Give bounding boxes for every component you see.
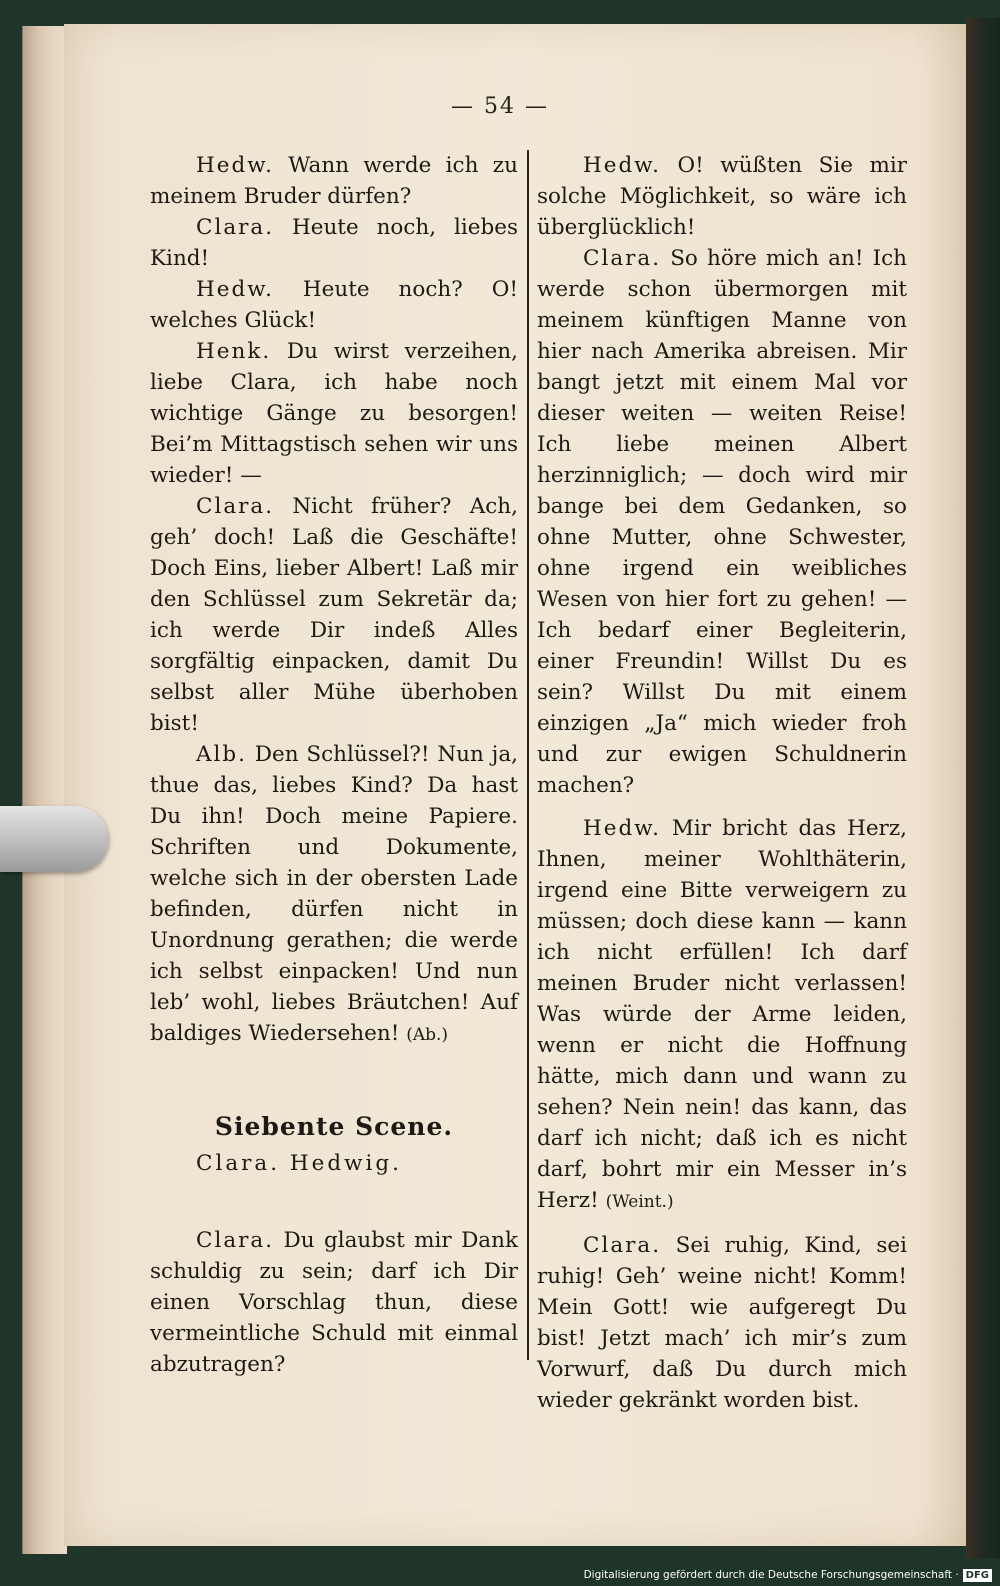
- speaker-name: Hedw.: [196, 153, 274, 178]
- stage-direction: (Weint.): [605, 1192, 674, 1212]
- page-edge-shadow: [966, 18, 1000, 1558]
- dialogue-paragraph: [150, 1225, 518, 1380]
- scene-heading: Siebente Scene.: [214, 1112, 454, 1141]
- dialogue-paragraph: [537, 1230, 907, 1416]
- dialogue-paragraph: [537, 813, 907, 1218]
- speaker-name: Clara.: [196, 1228, 275, 1253]
- dialogue-paragraph: [150, 739, 518, 1051]
- speaker-name: Hedw.: [583, 153, 661, 178]
- dialogue-text: Den Schlüssel?! Nun ja, thue das, liebes Kind? Da hast Du ihn! Doch meine Papiere. Schriften und Dokumente, welche sich in der obersten Lade befinden, dürfen nicht in Unordnung gerathen; die werde ich selbst einpacken! Und nun leb’ wohl, liebes Bräutchen! Auf baldiges Wiedersehen!: [150, 742, 518, 1046]
- dialogue-paragraph: [150, 336, 518, 491]
- right-text-column: [537, 150, 907, 1416]
- digitization-credit: [584, 1567, 992, 1583]
- scene-characters: Clara. Hedwig.: [196, 1151, 403, 1176]
- speaker-name: Alb.: [196, 742, 247, 767]
- dialogue-paragraph: [150, 150, 518, 212]
- speaker-name: Hedw.: [583, 816, 661, 841]
- dialogue-text: Heute noch, liebes Kind!: [150, 215, 518, 271]
- stage-direction: (Ab.): [406, 1025, 449, 1045]
- dialogue-text: Heute noch? O! welches Glück!: [150, 277, 518, 333]
- dialogue-text: So höre mich an! Ich werde schon übermorgen mit meinem künftigen Manne von hier nach Amerika abreisen. Mir bangt jetzt mit einem Mal vor dieser weiten — weiten Reise! Ich liebe meinen Albert herzinniglich; — doch wird mir bange bei dem Gedanken, so ohne Mutter, ohne Schwester, ohne irgend ein weibliches Wesen von hier fort zu gehen! — Ich bedarf einer Begleiterin, einer Freundin! Willst Du es sein? Willst Du mit einem einzigen „Ja“ mich wieder froh und zur ewigen Schuldnerin machen?: [537, 246, 907, 798]
- speaker-name: Clara.: [583, 1233, 662, 1258]
- dialogue-paragraph: [537, 243, 907, 801]
- speaker-name: Clara.: [583, 246, 662, 271]
- dialogue-text: Sei ruhig, Kind, sei ruhig! Geh’ weine nicht! Komm! Mein Gott! wie aufgeregt Du bist! Jetzt mach’ ich mir’s zum Vorwurf, daß Du durch mich wieder gekränkt worden bist.: [537, 1233, 907, 1413]
- dialogue-paragraph: [537, 150, 907, 243]
- speaker-name: Henk.: [196, 339, 272, 364]
- dialogue-text: Du glaubst mir Dank schuldig zu sein; darf ich Dir einen Vorschlag thun, diese vermeintliche Schuld mit einmal abzutragen?: [150, 1228, 518, 1377]
- dialogue-paragraph: [150, 491, 518, 739]
- dialogue-text: Du wirst verzeihen, liebe Clara, ich habe noch wichtige Gänge zu besorgen! Bei’m Mittagstisch sehen wir uns wieder! —: [150, 339, 518, 488]
- page-number: — 54 —: [451, 94, 549, 119]
- dialogue-text: Mir bricht das Herz, Ihnen, meiner Wohlthäterin, irgend eine Bitte verweigern zu müssen; doch diese kann — kann ich nicht erfüllen! Ich darf meinen Bruder nicht verlassen! Was würde der Arme leiden, wenn er nicht die Hoffnung hätte, mich dann und wann zu sehen? Nein nein! das kann, das darf ich nicht; daß ich es nicht darf, bohrt mir ein Messer in’s Herz!: [537, 816, 907, 1213]
- dfg-logo: DFG: [963, 1569, 992, 1582]
- dialogue-paragraph: [150, 274, 518, 336]
- page-clip: [0, 806, 108, 872]
- speaker-name: Clara.: [196, 494, 275, 519]
- book-spine: [22, 26, 67, 1554]
- dialogue-text: Nicht früher? Ach, geh’ doch! Laß die Geschäfte! Doch Eins, lieber Albert! Laß mir den Schlüssel zum Sekretär da; ich werde Dir indeß Alles sorgfältig einpacken, damit Du selbst aller Mühe überhoben bist!: [150, 494, 518, 736]
- dialogue-text: Wann werde ich zu meinem Bruder dürfen?: [150, 153, 518, 209]
- speaker-name: Clara.: [196, 215, 275, 240]
- dialogue-paragraph: [150, 212, 518, 274]
- left-text-column: [150, 150, 518, 1380]
- dialogue-text: O! wüßten Sie mir solche Möglichkeit, so wäre ich überglücklich!: [537, 153, 907, 240]
- credit-text: Digitalisierung gefördert durch die Deutsche Forschungsgemeinschaft ·: [583, 1569, 959, 1581]
- speaker-name: Hedw.: [196, 277, 274, 302]
- column-divider: [527, 150, 529, 1360]
